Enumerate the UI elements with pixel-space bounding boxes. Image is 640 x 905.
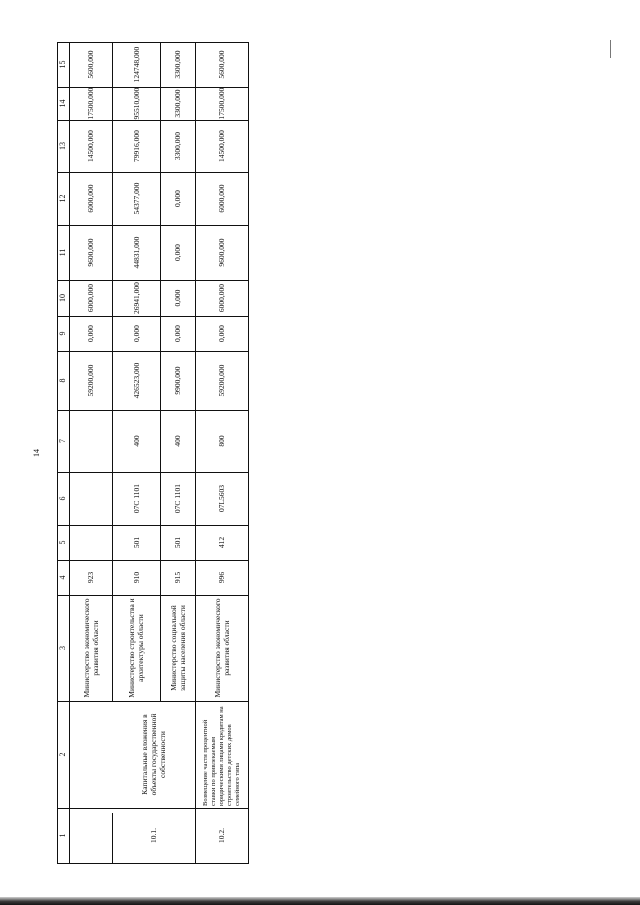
column-number: 8 bbox=[58, 378, 67, 383]
column-separator bbox=[57, 410, 248, 411]
column-separator bbox=[57, 525, 248, 526]
value-cell bbox=[70, 412, 111, 470]
row-title: Возмещение части процентной ставки по привлекаемым юридическими лицами кредитам на строительство детских домов семейного типа bbox=[201, 706, 241, 806]
value-cell: 07С 1101 bbox=[131, 483, 141, 514]
value-cell: 07С 1101 bbox=[173, 483, 182, 514]
value-cell: 17500,000 bbox=[217, 87, 226, 120]
value-cell: 501 bbox=[173, 536, 182, 549]
value-cell: 0,000 bbox=[217, 325, 226, 342]
value-cell: 95510,000 bbox=[131, 87, 141, 120]
value-cell: 0,000 bbox=[86, 325, 95, 342]
value-cell: 400 bbox=[131, 435, 141, 447]
column-number: 2 bbox=[58, 752, 67, 757]
value-cell: 6000,000 bbox=[86, 184, 95, 213]
column-separator bbox=[57, 560, 248, 561]
value-cell: 3300,000 bbox=[173, 89, 182, 118]
value-cell: 0,000 bbox=[173, 190, 182, 207]
column-separator bbox=[57, 172, 248, 173]
column-separator bbox=[57, 120, 248, 121]
column-separator bbox=[57, 472, 248, 473]
column-number: 6 bbox=[58, 496, 67, 501]
value-cell: 501 bbox=[131, 536, 141, 549]
value-cell: 400 bbox=[173, 435, 182, 447]
value-cell bbox=[70, 527, 111, 558]
column-number: 14 bbox=[58, 99, 67, 108]
column-number: 4 bbox=[58, 575, 67, 580]
column-number: 9 bbox=[58, 331, 67, 336]
scan-artifact bbox=[610, 40, 611, 58]
row-number: 10.2. bbox=[217, 828, 226, 843]
column-number: 10 bbox=[58, 294, 67, 302]
value-cell: 3300,000 bbox=[173, 131, 182, 161]
column-separator bbox=[57, 225, 248, 226]
value-cell: 124748,000 bbox=[131, 46, 141, 83]
column-separator bbox=[57, 280, 248, 281]
column-separator bbox=[57, 808, 248, 809]
value-cell: 9600,000 bbox=[86, 238, 95, 267]
value-cell: 9600,000 bbox=[217, 238, 226, 267]
value-cell: 17500,000 bbox=[86, 87, 95, 120]
table-border-bottom bbox=[57, 863, 249, 864]
value-cell: 426523,000 bbox=[131, 362, 141, 399]
column-separator bbox=[57, 316, 248, 317]
column-number: 13 bbox=[58, 142, 67, 150]
value-cell: 79916,000 bbox=[131, 130, 141, 162]
value-cell: 14500,000 bbox=[217, 130, 226, 162]
row-title: Капитальные вложения в объекты государственной собственности bbox=[140, 713, 167, 796]
value-cell: 923 bbox=[86, 571, 95, 584]
value-cell: 9900,000 bbox=[173, 366, 182, 395]
column-number: 3 bbox=[58, 646, 67, 650]
executor-cell: Министерство экономического развития области bbox=[212, 598, 231, 698]
row-number: 10.1. bbox=[149, 828, 158, 843]
value-cell: 0,000 bbox=[173, 289, 182, 307]
column-number: 7 bbox=[58, 439, 67, 443]
column-number: 1 bbox=[58, 833, 67, 838]
scan-bottom-shadow bbox=[0, 897, 640, 905]
column-number: 12 bbox=[58, 194, 67, 203]
value-cell: 996 bbox=[217, 571, 226, 584]
value-cell: 915 bbox=[173, 571, 182, 584]
executor-cell: Министерство экономического развития области bbox=[81, 598, 100, 698]
table-border-right bbox=[248, 42, 249, 863]
table-border-top bbox=[57, 42, 249, 43]
column-separator bbox=[57, 595, 248, 596]
value-cell: 6000,000 bbox=[217, 184, 226, 213]
value-cell: 0,000 bbox=[131, 325, 141, 342]
column-number: 11 bbox=[58, 248, 67, 257]
value-cell: 3300,000 bbox=[173, 50, 182, 79]
value-cell bbox=[70, 474, 111, 523]
value-cell: 59200,000 bbox=[86, 364, 95, 397]
value-cell: 44831,000 bbox=[131, 236, 141, 269]
value-cell: 412 bbox=[217, 536, 226, 549]
value-cell: 5600,000 bbox=[217, 50, 226, 79]
column-separator bbox=[57, 351, 248, 352]
column-separator bbox=[57, 701, 248, 702]
value-cell: 6000,000 bbox=[86, 283, 95, 313]
value-cell: 0,000 bbox=[173, 244, 182, 261]
value-cell: 14500,000 bbox=[86, 130, 95, 162]
column-number: 15 bbox=[58, 60, 67, 69]
column-number: 5 bbox=[58, 540, 67, 545]
value-cell: 0,000 bbox=[173, 325, 182, 342]
value-cell: 5600,000 bbox=[86, 50, 95, 79]
value-cell: 59200,000 bbox=[217, 364, 226, 397]
value-cell: 54377,000 bbox=[131, 182, 141, 215]
value-cell: 26941,000 bbox=[131, 282, 141, 314]
page-number: 14 bbox=[32, 449, 41, 457]
value-cell: 910 bbox=[131, 571, 141, 584]
executor-cell: Министерство социальной защиты населения области bbox=[168, 605, 187, 691]
value-cell: 07L5603 bbox=[217, 484, 226, 513]
value-cell: 800 bbox=[217, 435, 226, 447]
value-cell: 6000,000 bbox=[217, 283, 226, 313]
executor-cell: Министерство строительства и архитектуры области bbox=[127, 598, 145, 698]
